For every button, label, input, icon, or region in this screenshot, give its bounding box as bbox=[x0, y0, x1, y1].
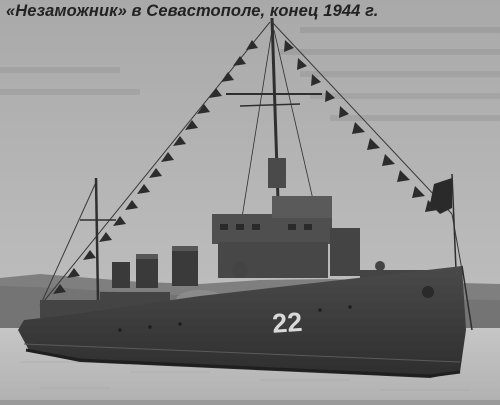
hull-number: 22 bbox=[271, 306, 304, 339]
mast-lookout bbox=[268, 158, 286, 188]
anchor bbox=[422, 286, 434, 298]
photo-caption: «Незаможник» в Севастополе, конец 1944 г. bbox=[6, 2, 379, 20]
